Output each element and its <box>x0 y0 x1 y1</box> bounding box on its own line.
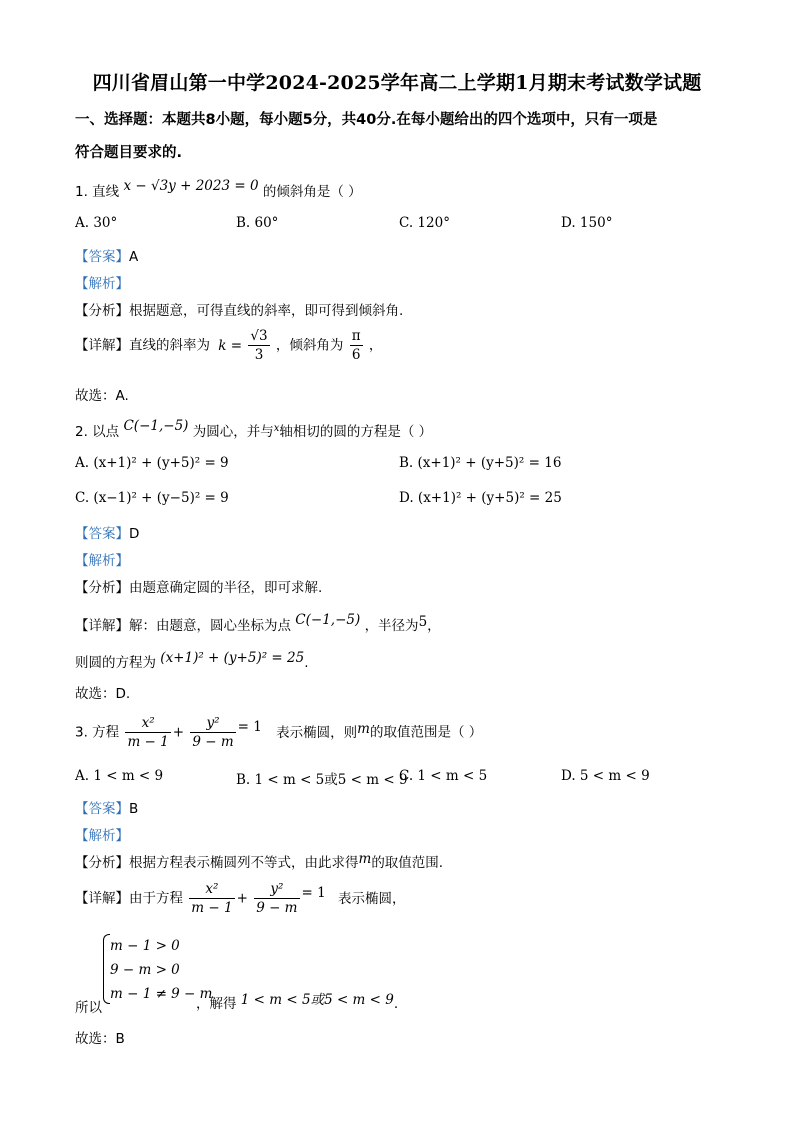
answer-label: 【答案】 <box>75 249 129 265</box>
q3-analysis-label <box>75 824 129 844</box>
q3-detail-fraction-y <box>254 880 299 917</box>
q3-fraction-x-denominator: m − 1 <box>127 734 169 750</box>
q2-answer-value: D <box>129 526 140 542</box>
fenxi-label: 【分析】 <box>75 855 129 871</box>
fenxi-label: 【分析】 <box>75 580 129 596</box>
q2-analysis-label <box>75 549 129 569</box>
q1-fenxi-text: 根据题意，可得直线的斜率，即可得到倾斜角. <box>129 303 404 319</box>
q1-number: 1. 直线 <box>75 184 120 200</box>
q3-plus: + <box>172 724 185 741</box>
q3-conclusion: 故选：B <box>75 1031 125 1047</box>
q3-fenxi <box>75 851 443 871</box>
q2-center-point: C(−1,−5) <box>123 418 189 434</box>
q1-angle-denominator: 6 <box>351 347 361 363</box>
q3-var: m <box>357 720 370 737</box>
q1-slope-lhs: k = <box>218 337 243 354</box>
q2-number: 2. 以点 <box>75 424 120 440</box>
q1-slope-fraction <box>248 327 269 364</box>
q1-slope-numerator: √3 <box>250 328 268 344</box>
section-heading-line1: 一、选择题：本题共8小题，每小题5分，共40分.在每小题给出的四个选项中，只有一项是 <box>75 112 658 128</box>
q3-fenxi-a: 根据方程表示椭圆列不等式，由此求得 <box>129 855 359 871</box>
q2-option-c: C. (x−1)² + (y−5)² = 9 <box>75 490 229 506</box>
q1-angle-numerator: π <box>351 328 361 344</box>
inequality-system-brace <box>103 934 110 1004</box>
page-title: 四川省眉山第一中学2024-2025学年高二上学期1月期末考试数学试题 <box>92 72 702 94</box>
q1-conclusion: 故选：A. <box>75 388 129 404</box>
q2-option-b: B. (x+1)² + (y+5)² = 16 <box>399 455 562 471</box>
q2-fenxi-text: 由题意确定圆的半径，即可求解. <box>129 580 323 596</box>
q3-system-row-3: m − 1 ≠ 9 − m <box>110 986 213 1002</box>
q3-option-b: B. 1 < m < 5或5 < m < 9 <box>236 772 408 788</box>
q2-detail-point: C(−1,−5) <box>295 612 361 628</box>
q2-axis: x <box>273 423 280 434</box>
detail-label: 【详解】 <box>75 890 129 907</box>
q3-fraction-y-denominator: 9 − m <box>192 734 234 750</box>
q3-fenxi-var: m <box>358 851 372 867</box>
q1-detail-pre: 直线的斜率为 <box>129 337 210 354</box>
q3-option-c: C. 1 < m < 5 <box>399 768 488 784</box>
analysis-label: 【解析】 <box>75 276 129 292</box>
q2-option-a: A. (x+1)² + (y+5)² = 9 <box>75 455 229 471</box>
q3-detail-fraction-x-numerator: x² <box>189 880 234 899</box>
q1-option-d: D. 150° <box>561 215 613 231</box>
q3-solve-text: ，解得 <box>196 996 237 1012</box>
q2-detail-a: 解：由题意，圆心坐标为点 <box>129 618 291 634</box>
q2-equation: (x+1)² + (y+5)² = 25 <box>160 650 305 666</box>
q1-angle-fraction <box>350 327 363 364</box>
q2-fenxi <box>75 576 322 596</box>
q1-option-c: C. 120° <box>399 215 450 231</box>
detail-label: 【详解】 <box>75 337 129 354</box>
q2-stem-mid: 为圆心，并与 <box>192 424 274 440</box>
q3-detail-plus: + <box>236 890 248 907</box>
detail-label: 【详解】 <box>75 618 129 634</box>
q3-stem-tail-b: 的取值范围是（ ） <box>369 724 483 741</box>
q3-detail-fraction-x <box>189 880 234 917</box>
q3-option-a: A. 1 < m < 9 <box>75 768 164 784</box>
q1-option-a: A. 30° <box>75 215 118 231</box>
q1-detail-mid: ，倾斜角为 <box>275 337 344 354</box>
q2-conclusion: 故选：D. <box>75 686 131 702</box>
q1-option-b: B. 60° <box>236 215 279 231</box>
q3-detail-post: 表示椭圆， <box>338 890 406 907</box>
q2-stem <box>75 420 432 440</box>
q2-detail-c: ， <box>427 618 441 634</box>
q3-number: 3. 方程 <box>75 724 120 741</box>
q3-detail-fraction-y-numerator: y² <box>254 880 299 899</box>
q2-eq-end: . <box>304 655 309 671</box>
q1-slope-denominator: 3 <box>254 347 264 363</box>
section-heading-line2: 符合题目要求的. <box>75 145 183 161</box>
q1-analysis-label <box>75 272 129 292</box>
q2-option-d: D. (x+1)² + (y+5)² = 25 <box>399 490 562 506</box>
q3-answer-value: B <box>129 801 139 817</box>
answer-label: 【答案】 <box>75 801 129 817</box>
q3-detail-fraction-x-denominator: m − 1 <box>191 900 233 916</box>
q2-equation-line <box>75 651 309 671</box>
q3-option-d: D. 5 < m < 9 <box>561 768 650 784</box>
q3-result-end: . <box>393 996 399 1012</box>
q2-detail-b: ，半径为 <box>364 618 419 634</box>
analysis-label: 【解析】 <box>75 553 129 569</box>
q2-eq-pre: 则圆的方程为 <box>75 655 156 671</box>
q3-equals-one: = 1 <box>237 718 262 735</box>
q3-detail-pre: 由于方程 <box>129 890 183 907</box>
q2-answer <box>75 522 139 542</box>
q3-fraction-y <box>190 714 235 751</box>
q3-fenxi-b: 的取值范围. <box>371 855 444 871</box>
q3-stem-tail-a: 表示椭圆，则 <box>276 724 358 741</box>
answer-label: 【答案】 <box>75 526 129 542</box>
q1-detail-end: ， <box>368 337 383 354</box>
q1-answer-value: A <box>129 249 139 265</box>
q3-result: 1 < m < 5或5 < m < 9 <box>240 992 394 1008</box>
q1-stem <box>75 180 362 200</box>
q2-stem-tail: 轴相切的圆的方程是（ ） <box>279 424 433 440</box>
q1-answer <box>75 245 138 265</box>
q1-stem-tail: 的倾斜角是（ ） <box>262 184 362 200</box>
analysis-label: 【解析】 <box>75 828 129 844</box>
q2-radius: 5 <box>418 614 428 630</box>
fenxi-label: 【分析】 <box>75 303 129 319</box>
q3-so-label: 所以 <box>75 1000 102 1016</box>
q3-detail-fraction-y-denominator: 9 − m <box>256 900 298 916</box>
q3-fraction-y-numerator: y² <box>190 714 235 733</box>
q3-system-row-1: m − 1 > 0 <box>110 938 180 954</box>
q3-answer <box>75 797 138 817</box>
q1-fenxi <box>75 299 403 319</box>
q3-solve-line <box>196 992 398 1012</box>
q3-fraction-x-numerator: x² <box>125 714 170 733</box>
q2-detail <box>75 614 441 634</box>
q1-line-equation: x − √3y + 2023 = 0 <box>123 178 259 194</box>
q3-stem <box>75 714 482 751</box>
q1-detail <box>75 327 382 364</box>
q3-detail <box>75 880 406 917</box>
q3-detail-equals-one: = 1 <box>301 884 326 901</box>
q3-fraction-x <box>125 714 170 751</box>
q3-system-row-2: 9 − m > 0 <box>110 962 180 978</box>
